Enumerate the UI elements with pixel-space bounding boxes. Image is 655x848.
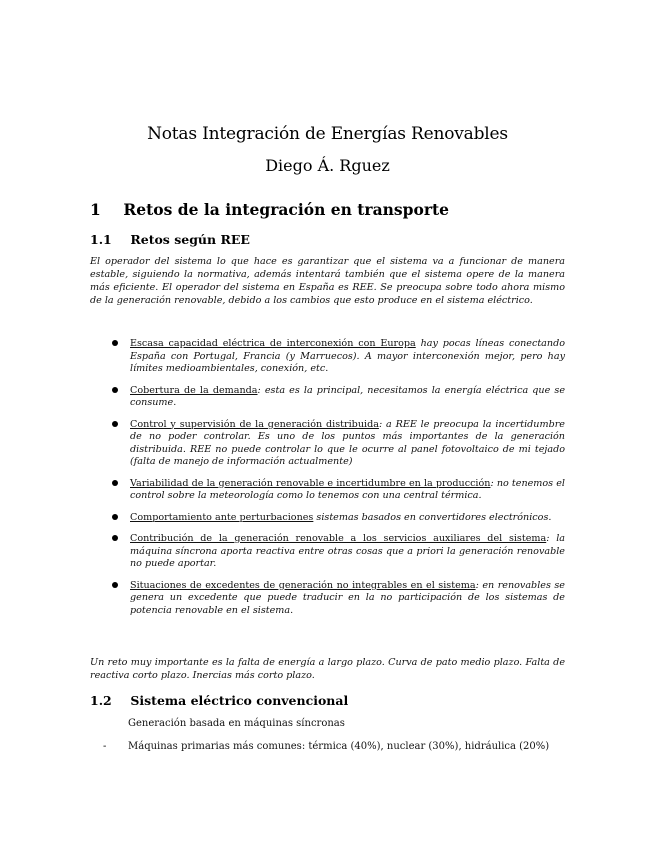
closing-paragraph: Un reto muy importante es la falta de energía a largo plazo. Curva de pato medio plazo. Falta de reactiva corto plazo. Inercias más corto plazo. bbox=[90, 657, 565, 681]
section-heading bbox=[90, 200, 449, 219]
bullet-list bbox=[90, 338, 565, 617]
bullet-icon bbox=[112, 421, 118, 427]
section-number: 1 bbox=[90, 200, 101, 219]
section-title: Retos de la integración en transporte bbox=[123, 200, 450, 219]
bullet-item bbox=[90, 512, 565, 525]
bullet-lead: Variabilidad de la generación renovable e incertidumbre en la producción bbox=[130, 477, 491, 489]
dash-item-text: Máquinas primarias más comunes: térmica (40%), nuclear (30%), hidráulica (20%) bbox=[128, 741, 550, 752]
bullet-lead: Situaciones de excedentes de generación no integrables en el sistema bbox=[130, 579, 476, 591]
bullet-text: : esta es la principal, necesitamos la energía eléctrica que se consume. bbox=[130, 384, 566, 408]
bullet-text: : en renovables se genera un excedente que puede traducir en la no participación de los sistemas de potencia renovable en el sistema. bbox=[130, 579, 565, 616]
bullet-item bbox=[90, 478, 565, 503]
document-title: Notas Integración de Energías Renovables bbox=[147, 124, 508, 144]
subsection-title: Retos según REE bbox=[130, 232, 250, 247]
bullet-lead: Comportamiento ante perturbaciones bbox=[130, 511, 314, 523]
bullet-icon bbox=[112, 480, 118, 486]
bullet-icon bbox=[112, 340, 118, 346]
bullet-item bbox=[90, 533, 565, 571]
bullet-icon bbox=[112, 387, 118, 393]
bullet-text: : la máquina síncrona aporta reactiva entre otras cosas que a priori la generación renovable no puede aportar. bbox=[130, 533, 565, 569]
bullet-item bbox=[90, 338, 565, 376]
bullet-text: hay pocas líneas conectando España con Portugal, Francia (y Marruecos). A mayor interconexión mejor, pero hay límites medioambientales, conexión, etc. bbox=[130, 338, 565, 374]
subsection-title: Sistema eléctrico convencional bbox=[130, 693, 349, 708]
subsection-number: 1.2 bbox=[90, 693, 112, 708]
bullet-item bbox=[90, 419, 565, 469]
document-author: Diego Á. Rguez bbox=[265, 156, 390, 175]
bullet-lead: Escasa capacidad eléctrica de interconexión con Europa bbox=[130, 338, 416, 349]
bullet-lead: Cobertura de la demanda bbox=[130, 384, 258, 396]
bullet-text: : a REE le preocupa la incertidumbre de no poder controlar. Es uno de los puntos más importantes de la generación distribuida. REE no puede controlar lo que le ocurre al panel fotovoltaico de mi tejado (falta de manejo de información actualmente) bbox=[130, 418, 565, 467]
bullet-lead: Control y supervisión de la generación distribuida bbox=[130, 418, 379, 430]
subsection-heading bbox=[90, 232, 250, 247]
subsection-heading bbox=[90, 693, 348, 708]
dash-bullet: - bbox=[103, 741, 107, 752]
generation-intro: Generación basada en máquinas síncronas bbox=[128, 718, 345, 729]
subsection-number: 1.1 bbox=[90, 232, 112, 247]
intro-paragraph: El operador del sistema lo que hace es garantizar que el sistema va a funcionar de manera estable, siguiendo la normativa, además intentará también que el sistema opere de la manera más eficiente. El operador del sistema en España es REE. Se preocupa sobre todo ahora mismo de la generación renovable, debido a los cambios que esto produce en el sistema eléctrico. bbox=[90, 256, 565, 306]
bullet-icon bbox=[112, 535, 118, 541]
bullet-text: : no tenemos el control sobre la meteorología como lo tenemos con una central térmica. bbox=[130, 477, 565, 501]
bullet-item bbox=[90, 580, 565, 618]
bullet-icon bbox=[112, 514, 118, 520]
bullet-lead: Contribución de la generación renovable a los servicios auxiliares del sistema bbox=[130, 533, 547, 544]
bullet-icon bbox=[112, 582, 118, 588]
bullet-item bbox=[90, 385, 565, 410]
bullet-text: sistemas basados en convertidores electrónicos. bbox=[313, 511, 552, 523]
